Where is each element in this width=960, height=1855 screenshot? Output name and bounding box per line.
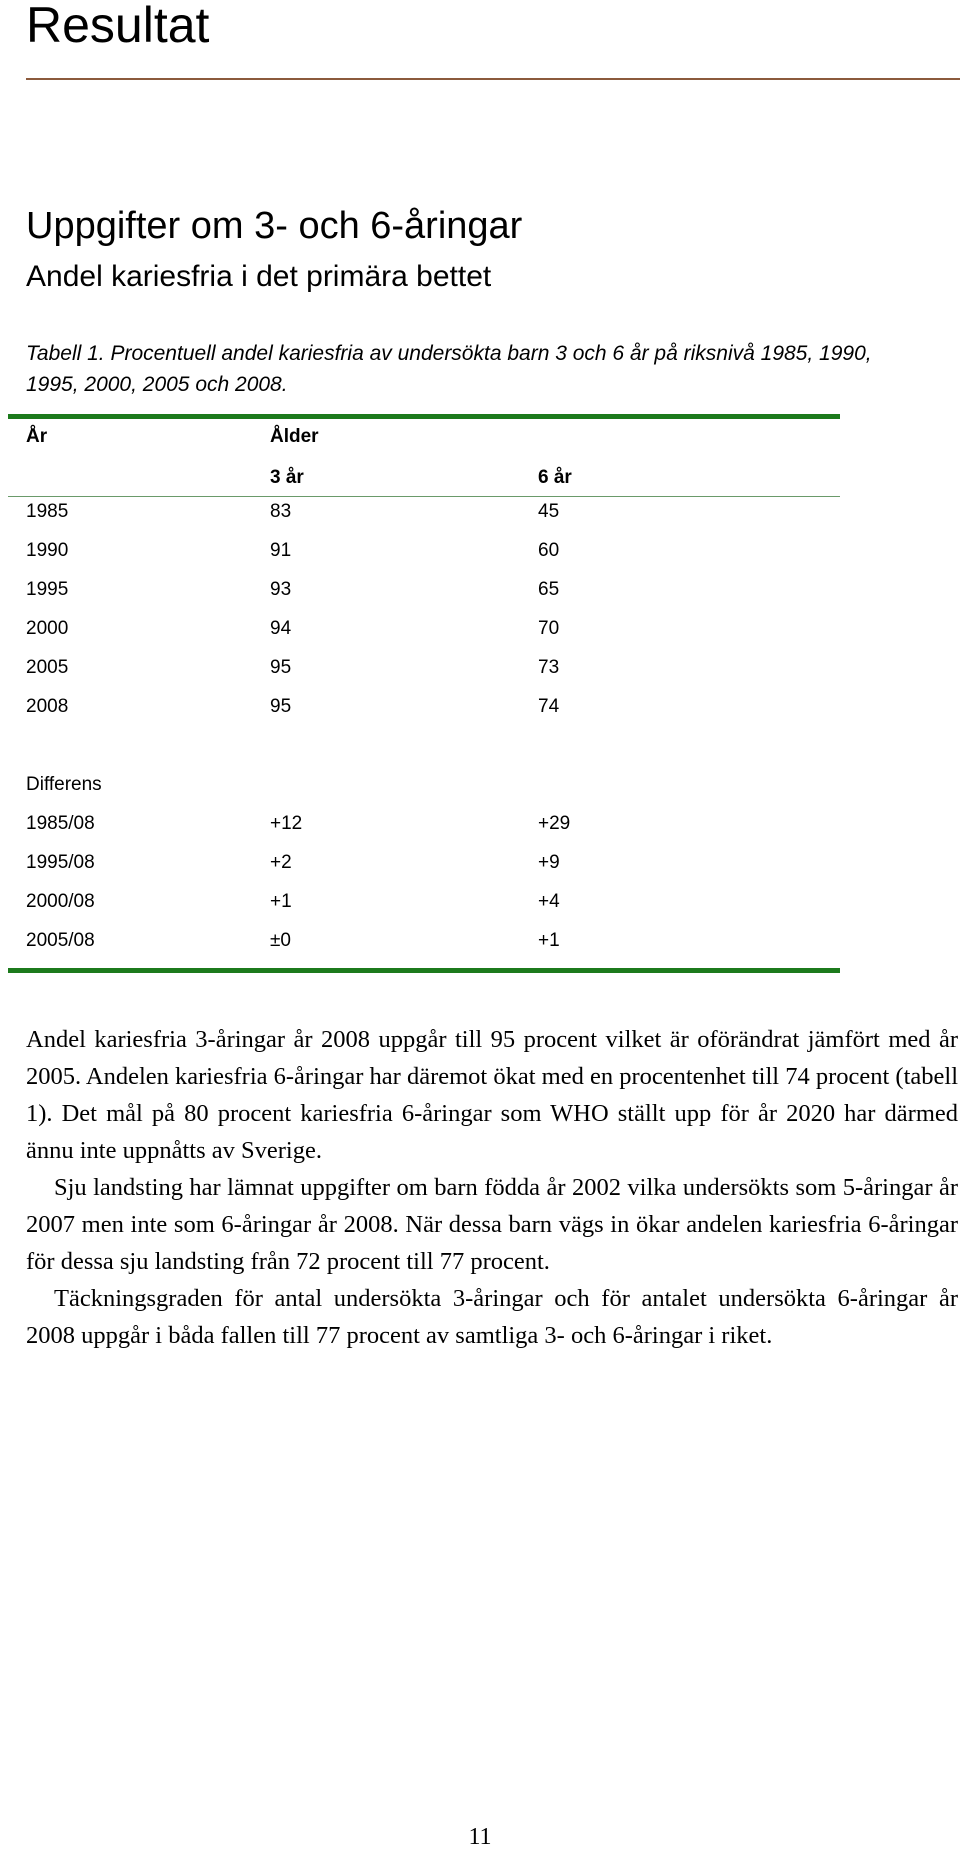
table-caption: Tabell 1. Procentuell andel kariesfria av undersökta barn 3 och 6 år på riksnivå 1985, 1990, 1995, 2000, 2005 och 2008. [26, 342, 872, 396]
row-age-6: 70 [538, 618, 560, 639]
row-year: 2008 [26, 696, 69, 717]
table-header-rule [8, 496, 840, 497]
paragraph: Andel kariesfria 3-åringar år 2008 uppgår till 95 procent vilket är oförändrat jämfört med år 2005. Andelen kariesfria 6-åringar har däremot ökat med en procentenhet till 74 procent (tabell 1). Det mål på 80 procent kariesfria 6-åringar som WHO ställt upp för år 2020 har därmed ännu inte uppnåtts av Sverige. [26, 1026, 959, 1164]
row-age-6: 73 [538, 657, 560, 678]
row-age-6: 65 [538, 579, 560, 600]
diff-age-6: +29 [538, 813, 571, 834]
row-age-6: 45 [538, 501, 560, 522]
diff-age-6: +1 [538, 930, 560, 951]
row-age-6: 60 [538, 540, 560, 561]
section-title: Uppgifter om 3- och 6-åringar [26, 205, 523, 247]
row-year: 2000 [26, 618, 69, 639]
diff-age-3: +12 [270, 813, 303, 834]
page-number: 11 [468, 1824, 492, 1850]
section-subtitle: Andel kariesfria i det primära bettet [26, 260, 492, 293]
body-text [26, 1021, 958, 1354]
header-year: År [26, 426, 48, 447]
diff-label: Differens [26, 774, 102, 795]
row-age-3: 95 [270, 696, 292, 717]
diff-period: 1985/08 [26, 813, 95, 834]
row-year: 1995 [26, 579, 69, 600]
row-age-3: 95 [270, 657, 292, 678]
paragraph: Täckningsgraden för antal undersökta 3-åringar och för antalet undersökta 6-åringar år 2008 uppgår i båda fallen till 77 procent av samtliga 3- och 6-åringar i riket. [26, 1285, 958, 1349]
row-year: 1985 [26, 501, 69, 522]
diff-age-3: ±0 [270, 930, 291, 951]
diff-age-3: +2 [270, 852, 292, 873]
row-age-3: 83 [270, 501, 292, 522]
row-age-3: 93 [270, 579, 292, 600]
page-heading: Resultat [26, 0, 210, 53]
diff-period: 2000/08 [26, 891, 95, 912]
row-year: 1990 [26, 540, 69, 561]
row-age-3: 94 [270, 618, 292, 639]
header-age: Ålder [270, 426, 319, 447]
diff-period: 1995/08 [26, 852, 95, 873]
diff-period: 2005/08 [26, 930, 95, 951]
row-year: 2005 [26, 657, 69, 678]
header-age-3: 3 år [270, 467, 304, 488]
diff-age-6: +9 [538, 852, 560, 873]
header-age-6: 6 år [538, 467, 572, 488]
heading-rule [26, 78, 960, 80]
table-top-rule [8, 414, 840, 419]
paragraph: Sju landsting har lämnat uppgifter om barn födda år 2002 vilka undersökts som 5-åringar år 2007 men inte som 6-åringar år 2008. När dessa barn vägs in ökar andelen kariesfria 6-åringar för dessa sju landsting från 72 procent till 77 procent. [26, 1174, 958, 1275]
diff-age-6: +4 [538, 891, 560, 912]
table-bottom-rule [8, 968, 840, 973]
row-age-6: 74 [538, 696, 560, 717]
row-age-3: 91 [270, 540, 292, 561]
diff-age-3: +1 [270, 891, 292, 912]
